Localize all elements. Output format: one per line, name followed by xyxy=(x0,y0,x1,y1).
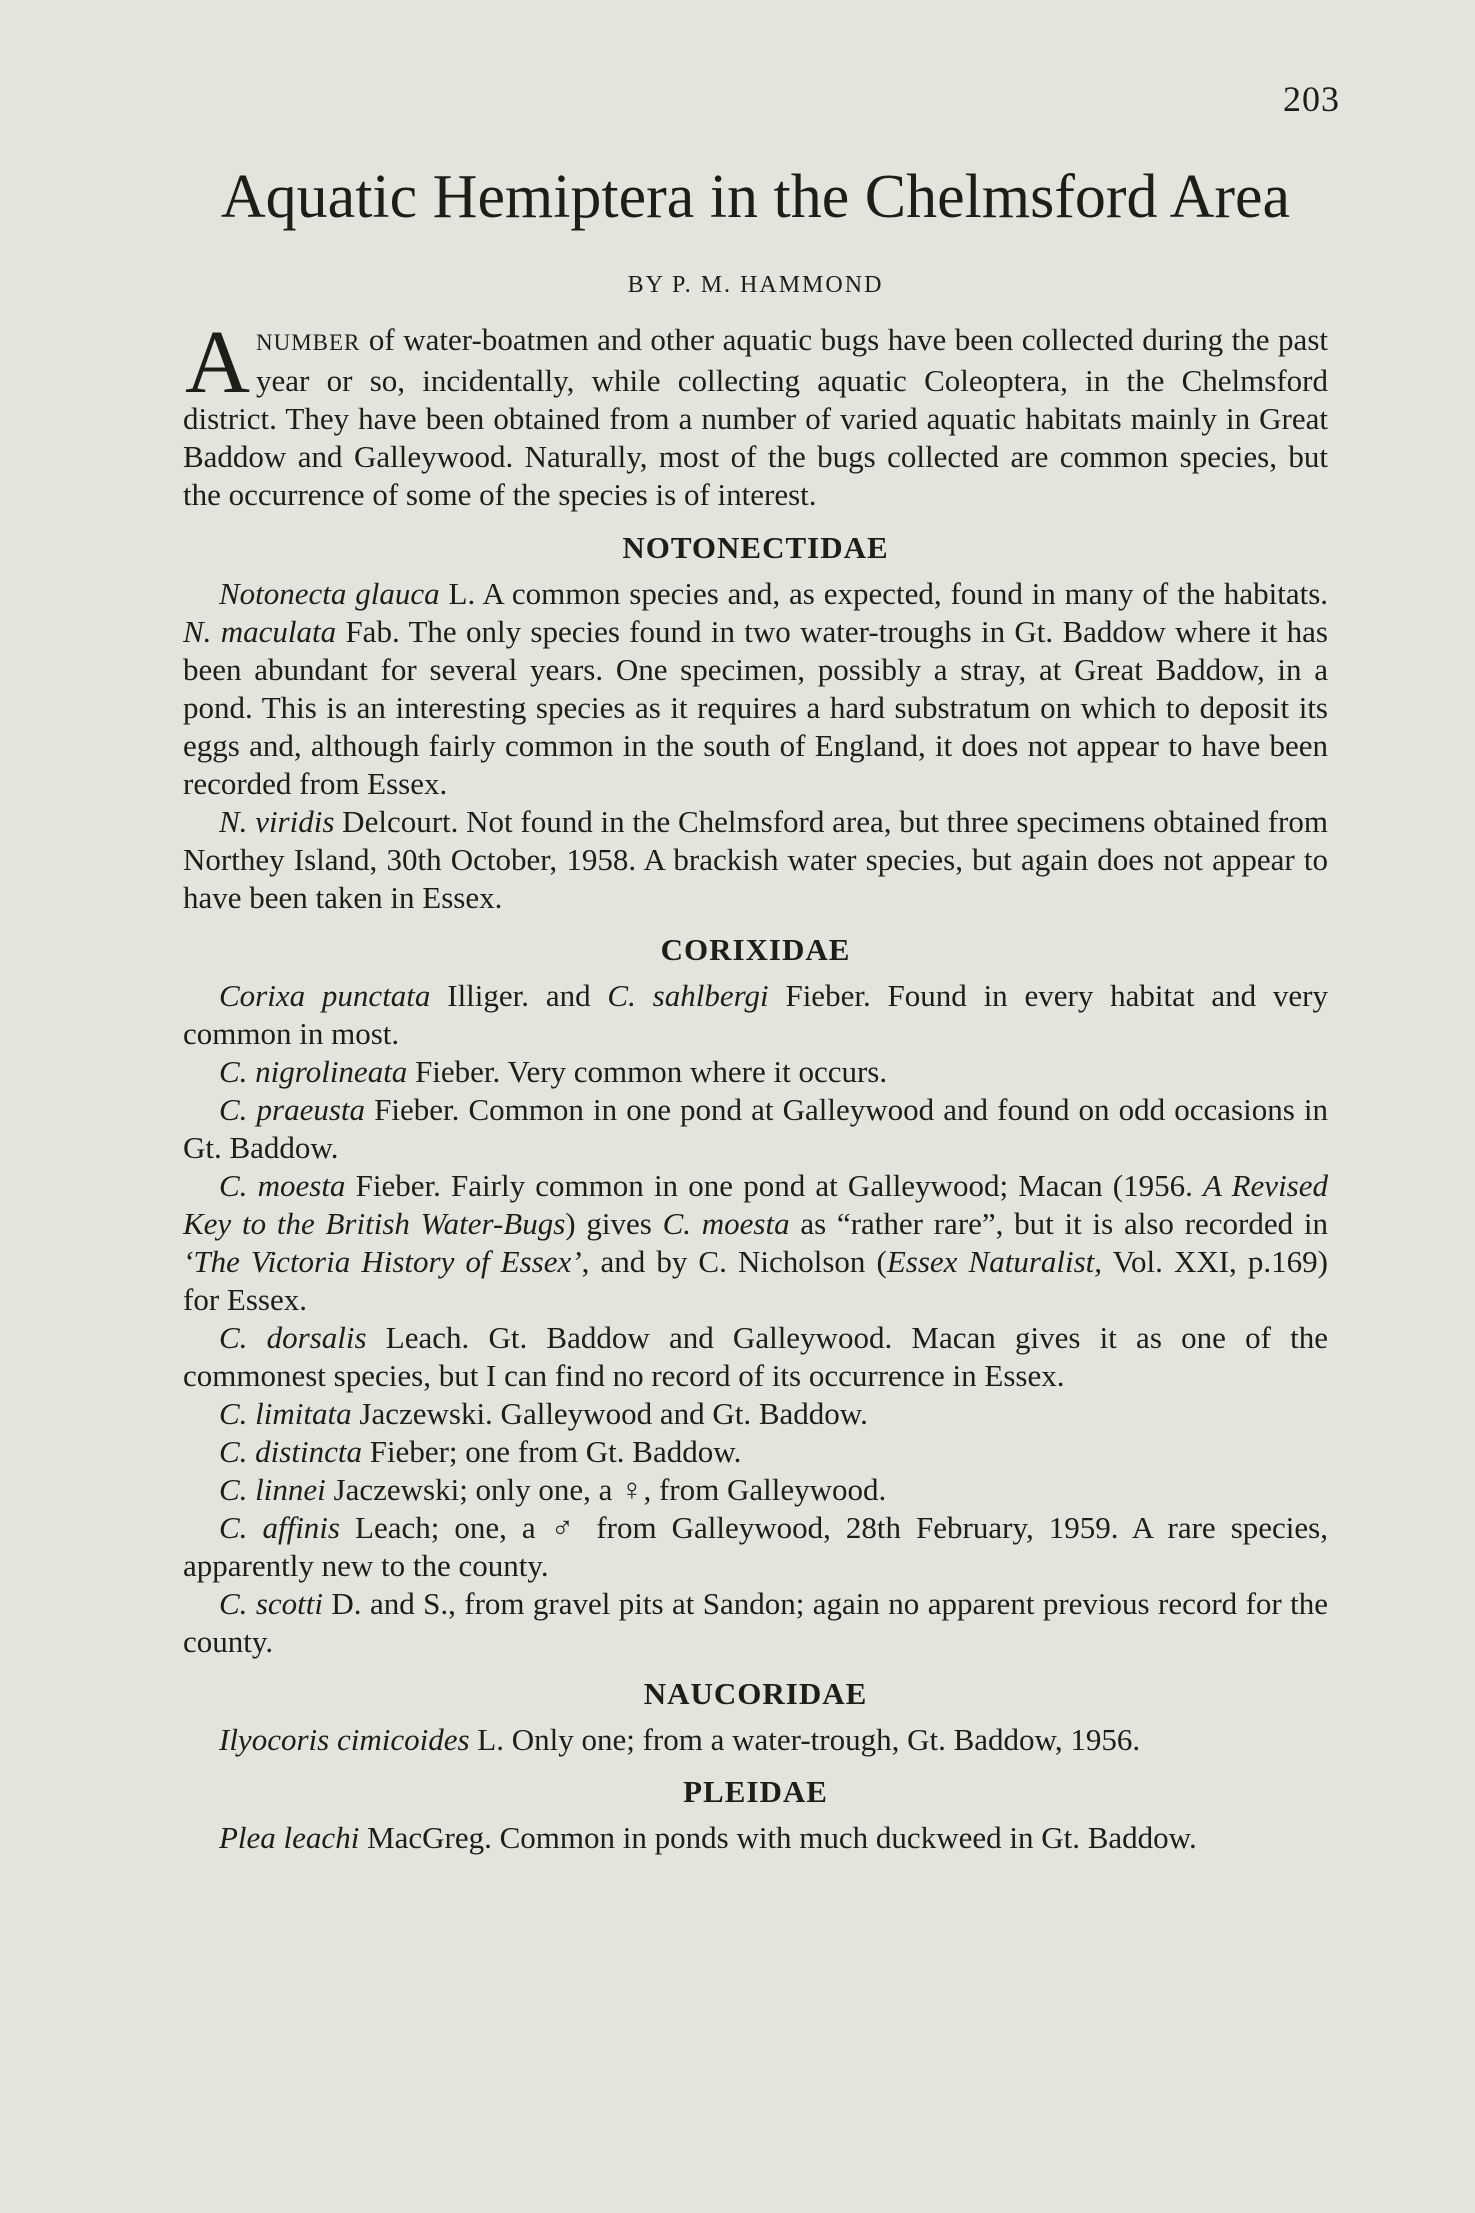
italic-run: C. scotti xyxy=(219,1586,323,1622)
italic-run: C. nigrolineata xyxy=(219,1054,408,1090)
species-paragraph xyxy=(183,1819,1328,1857)
text-run: , and by C. Nicholson ( xyxy=(581,1244,887,1280)
italic-run: C. dorsalis xyxy=(219,1320,367,1356)
text-run: Jaczewski. Galleywood and Gt. Baddow. xyxy=(351,1396,868,1432)
text-run: Vol. XXI, p.169) for Essex. xyxy=(183,1244,1328,1318)
italic-run: ‘The Victoria History of Essex’ xyxy=(183,1244,582,1280)
italic-run: N. viridis xyxy=(219,804,335,840)
text-run: Fieber. Common in one pond at Galleywood and found on odd occasions in Gt. Baddow. xyxy=(183,1092,1328,1166)
section-heading: CORIXIDAE xyxy=(660,932,851,968)
text-run: L. A common species and, as expected, found in many of the habitats. xyxy=(439,576,1329,612)
italic-run: C. affinis xyxy=(219,1510,340,1546)
text-run: D. and S., from gravel pits at Sandon; again no apparent previous record for the county. xyxy=(183,1586,1328,1660)
species-paragraph xyxy=(183,1721,1328,1759)
italic-run: Ilyocoris cimicoides xyxy=(219,1722,470,1758)
article-title: Aquatic Hemiptera in the Chelmsford Area xyxy=(220,163,1291,231)
italic-run: Essex Naturalist, xyxy=(886,1244,1103,1280)
italic-run: Plea leachi xyxy=(219,1820,360,1856)
drop-cap: A xyxy=(185,313,250,413)
italic-run: C. distincta xyxy=(219,1434,362,1470)
italic-run: C. limitata xyxy=(219,1396,352,1432)
text-run: Fieber. Very common where it occurs. xyxy=(407,1054,888,1090)
text-run: Fab. The only species found in two water-troughs in Gt. Baddow where it has been abundant for several years. One specimen, possibly a stray, at Great Baddow, in a pond. This is an interesting species as it requires a hard substratum on which to deposit its eggs and, although fairly common in the south of England, it does not appear to have been recorded from Essex. xyxy=(183,614,1328,802)
byline: BY P. M. HAMMOND xyxy=(627,272,884,299)
species-paragraph xyxy=(183,1433,1328,1471)
text-run: as “rather rare”, but it is also recorded in xyxy=(789,1206,1328,1242)
italic-run: C. moesta xyxy=(662,1206,790,1242)
text-run: Illiger. and xyxy=(430,978,608,1014)
page-number: 203 xyxy=(1283,79,1340,119)
intro-small-caps: NUMBER xyxy=(256,330,361,356)
species-paragraph xyxy=(183,1091,1328,1167)
species-paragraph xyxy=(183,1395,1328,1433)
species-paragraph xyxy=(183,1585,1328,1661)
text-run: ) gives xyxy=(565,1206,663,1242)
text-run: L. Only one; from a water-trough, Gt. Baddow, 1956. xyxy=(469,1722,1141,1758)
italic-run: A Revised Key to the British Water-Bugs xyxy=(183,1168,1328,1242)
species-paragraph xyxy=(183,1167,1328,1319)
article xyxy=(183,160,1328,1857)
intro-text: of water-boatmen and other aquatic bugs have been collected during the past year or so, incidentally, while collecting aquatic Coleoptera, in the Chelmsford district. They have been obtained from a number of varied aquatic habitats mainly in Great Baddow and Galleywood. Naturally, most of the bugs collected are common species, but the occurrence of some of the species is of interest. xyxy=(183,322,1328,513)
section-heading: NOTONECTIDAE xyxy=(622,530,889,566)
species-paragraph xyxy=(183,1053,1328,1091)
sections xyxy=(183,514,1328,1857)
text-run: Fieber. Found in every habitat and very common in most. xyxy=(183,978,1328,1052)
text-run: Leach. Gt. Baddow and Galleywood. Macan gives it as one of the commonest species, but I can find no record of its occurrence in Essex. xyxy=(183,1320,1328,1394)
italic-run: Corixa punctata xyxy=(219,978,431,1014)
italic-run: N. maculata xyxy=(183,614,337,650)
species-paragraph xyxy=(183,977,1328,1053)
section-heading: PLEIDAE xyxy=(683,1774,828,1810)
italic-run: C. linnei xyxy=(219,1472,326,1508)
section-heading: NAUCORIDAE xyxy=(643,1676,868,1712)
italic-run: C. sahlbergi xyxy=(607,978,769,1014)
intro-paragraph xyxy=(183,313,1328,514)
species-paragraph xyxy=(183,1471,1328,1509)
species-paragraph xyxy=(183,1319,1328,1395)
text-run: MacGreg. Common in ponds with much duckweed in Gt. Baddow. xyxy=(359,1820,1197,1856)
text-run: Delcourt. Not found in the Chelmsford area, but three specimens obtained from Northey Island, 30th October, 1958. A brackish water species, but again does not appear to have been taken in Essex. xyxy=(183,804,1328,916)
text-run: Jaczewski; only one, a ♀, from Galleywood. xyxy=(325,1472,887,1508)
italic-run: Notonecta glauca xyxy=(219,576,440,612)
italic-run: C. praeusta xyxy=(219,1092,366,1128)
italic-run: C. moesta xyxy=(219,1168,346,1204)
species-paragraph xyxy=(183,803,1328,917)
text-run: Fieber. Fairly common in one pond at Galleywood; Macan (1956. xyxy=(345,1168,1204,1204)
text-run: Leach; one, a ♂ from Galleywood, 28th February, 1959. A rare species, apparently new to the county. xyxy=(183,1510,1328,1584)
species-paragraph xyxy=(183,575,1328,803)
species-paragraph xyxy=(183,1509,1328,1585)
text-run: Fieber; one from Gt. Baddow. xyxy=(361,1434,742,1470)
